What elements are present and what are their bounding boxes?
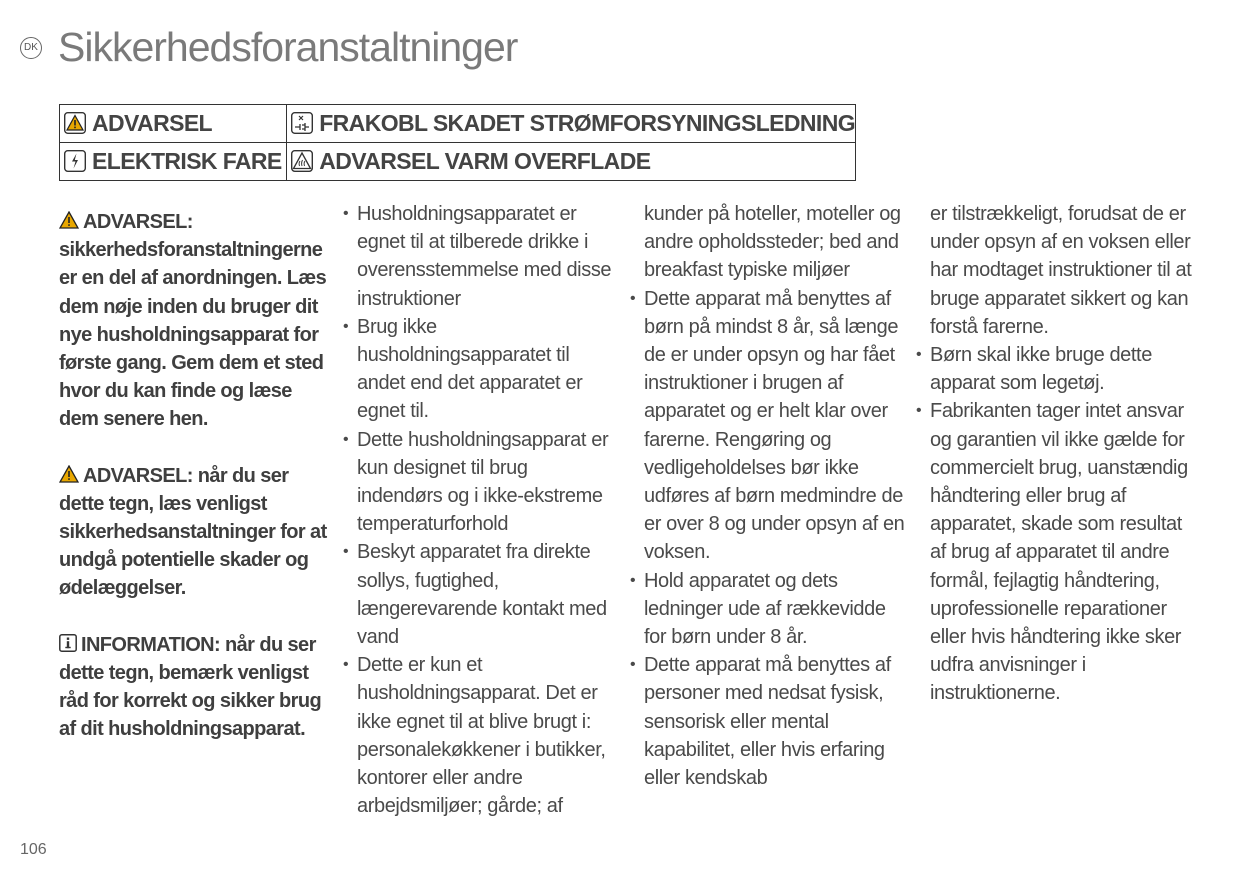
sign-warning-label: ADVARSEL: [83,464,193,487]
legend-hot-surface-label: ADVARSEL VARM OVERFLADE [319,148,651,174]
intro-warning-text: sikkerhedsforanstaltningerne er en del af anordningen. Læs dem nøje inden du bruger dit nye husholdningsapparat for første gang. Gem dem et sted hvor du kan finde og læse dem senere hen. [59,239,327,431]
sign-warning-text: når du ser dette tegn, læs venligst sikkerhedsanstaltninger for at undgå potentielle skader og ødelæggelser. [59,464,327,600]
list-item: • Fabrikanten tager intet ansvar og garantien vil ikke gælde for commercielt brug, uanstændig håndtering eller brug af apparatet, skade som resultat af brug af apparatet til andre formål, fejlagtig håndtering, uprofessionelle reparationer eller hvis håndtering ikke sker udfra anvisninger i instruktionerne. [916,397,1196,707]
list-item-continued: kunder på hoteller, moteller og andre opholdssteder; bed and breakfast typiske miljøer [644,203,901,282]
info-text: når du ser dette tegn, bemærk venligst råd for korrekt og sikker brug af dit husholdningsapparat. [59,633,322,741]
legend-electric-label: ELEKTRISK FARE [92,148,282,174]
legend-warning-label: ADVARSEL [92,110,213,136]
list-item: • Beskyt apparatet fra direkte sollys, fugtighed, længerevarende kontakt med vand [343,538,618,651]
page-number: 106 [20,841,47,858]
legend-cell-electric [60,143,287,181]
list-item: • Husholdningsapparatet er egnet til at tilberede drikke i overensstemmelse med disse instruktioner [343,200,618,313]
list-item-continued: er tilstrækkeligt, forudsat de er under opsyn af en voksen eller har modtaget instruktioner til at bruge apparatet sikkert og kan forstå farerne. [930,203,1192,338]
info-paragraph [59,631,327,744]
bullet-column-3 [916,200,1196,708]
list-item: • Dette er kun et husholdningsapparat. Det er ikke egnet til at blive brugt i: personalekøkkener i butikker, kontorer eller andre arbejdsmiljøer; gårde; af [343,651,618,820]
list-item: • Børn skal ikke bruge dette apparat som legetøj. [916,341,1196,397]
list-item: • Dette apparat må benyttes af personer med nedsat fysisk, sensorisk eller mental kapabilitet, eller hvis erfaring eller kendskab [630,651,905,792]
info-label: INFORMATION: [81,633,221,656]
legend-cell-hot-surface [287,143,856,181]
lightning-bolt-icon [64,150,86,172]
legend-cell-unplug [287,105,856,143]
page-title: Sikkerhedsforanstaltninger [58,24,518,70]
list-item: • Brug ikke husholdningsapparatet til andet end det apparatet er egnet til. [343,313,618,426]
bullet-column-1 [343,200,618,820]
unplug-cord-icon [291,112,313,134]
warning-triangle-icon [59,465,79,483]
sign-warning-paragraph [59,462,327,603]
legend-row [60,143,856,181]
info-icon [59,634,77,652]
safety-bullet-list [343,200,618,820]
warning-triangle-icon [64,112,86,134]
safety-bullet-list [916,200,1196,708]
legend-unplug-label: FRAKOBL SKADET STRØMFORSYNINGSLEDNING [319,110,855,136]
list-item: • Dette apparat må benyttes af børn på mindst 8 år, så længe de er under opsyn og har fået instruktioner i brugen af apparatet og er helt klar over farerne. Rengøring og vedligeholdelses bør ikke udføres af børn medmindre de er over 8 og under opsyn af en voksen. [630,285,905,567]
list-item: • Dette husholdningsapparat er kun designet til brug indendørs og i ikke-ekstreme temperaturforhold [343,426,618,539]
language-badge: DK [20,37,42,59]
intro-warning-paragraph [59,208,327,434]
safety-bullet-list [630,200,905,792]
warning-triangle-icon [59,211,79,229]
legend-cell-warning [60,105,287,143]
hot-surface-icon [291,150,313,172]
bullet-column-2 [630,200,905,792]
list-item: • Hold apparatet og dets ledninger ude af rækkevidde for børn under 8 år. [630,567,905,652]
legend-row [60,105,856,143]
symbol-legend-table [59,104,856,181]
intro-warning-label: ADVARSEL: [83,211,193,233]
intro-column [59,208,327,771]
